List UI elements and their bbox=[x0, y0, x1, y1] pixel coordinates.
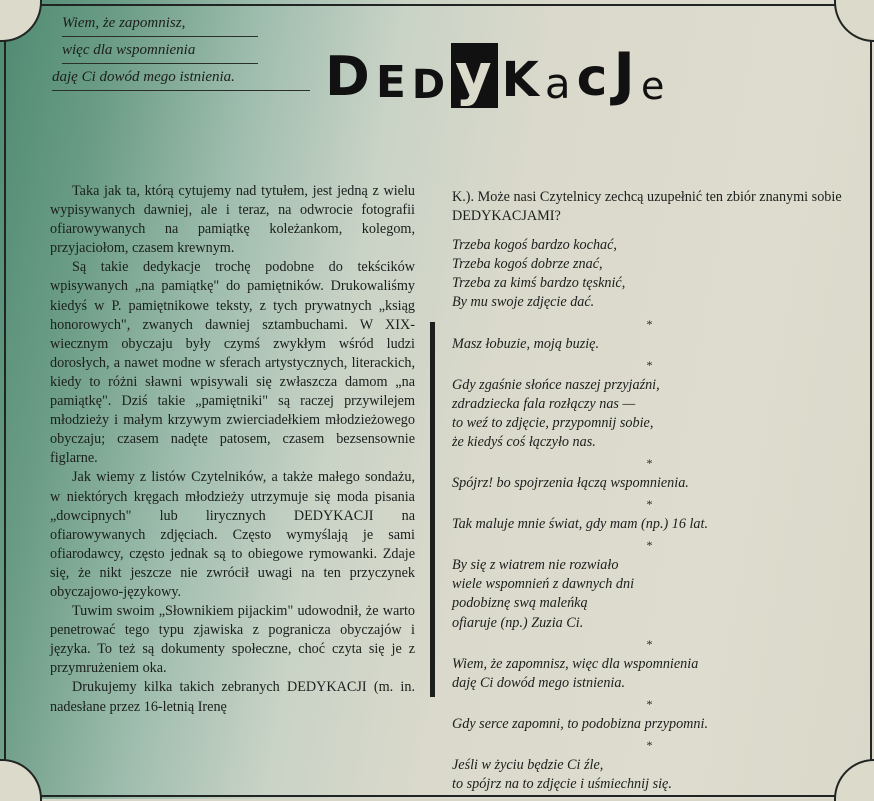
right-column bbox=[452, 188, 847, 794]
dedication-6 bbox=[452, 556, 847, 632]
poem-line: Masz łobuzie, moją buzię. bbox=[452, 335, 599, 352]
motto-line-3: daję Ci dowód mego istnienia. bbox=[52, 64, 310, 91]
motto-line-2: więc dla wspomnienia bbox=[62, 37, 258, 64]
poem-line: By się z wiatrem nie rozwiało bbox=[452, 557, 619, 574]
title-letter: E bbox=[375, 57, 408, 108]
poem-line: ofiaruje (np.) Zuzia Ci. bbox=[452, 614, 584, 631]
paragraph: Są takie dedykacje trochę podobne do tekścików wpisywanych „na pamiątkę" do pamiętników. Drukowaliśmy kiedyś w P. pamiętnikowe teksty, z tych prywatnych „ksiąg honorowych", zwanych dawniej sztambuchami. W XIX-wiecznym obyczaju były czymś zwykłym wśród ludzi dorosłych, a nawet modne w sferach artystycznych, literackich, kiedy to różni sławni wpisywali się zwłaszcza damom „na pamiątkę". Dziś takie „pamiętniki" są raczej przywilejem młodzieży i małym krzywym zwierciadełkiem młodzieżowego obyczaju; czasem nadęte patosem, czasem bezsensownie figlarne. bbox=[50, 259, 415, 467]
frame-corner-bottom-left bbox=[0, 759, 42, 801]
poem-line: to weź to zdjęcie, przypomnij sobie, bbox=[452, 414, 654, 431]
column-divider bbox=[430, 322, 435, 697]
dedication-3 bbox=[452, 376, 847, 452]
poem-line: daję Ci dowód mego istnienia. bbox=[452, 674, 626, 691]
poem-line: to spójrz na to zdjęcie i uśmiechnij się. bbox=[452, 775, 672, 792]
poem-line: Trzeba za kimś bardzo tęsknić, bbox=[452, 275, 626, 292]
separator-star: * bbox=[646, 636, 653, 651]
title-letter: y bbox=[451, 43, 498, 108]
poem-line: zdradziecka fala rozłączy nas — bbox=[452, 395, 636, 412]
dedication-7 bbox=[452, 655, 847, 693]
paragraph: Taka jak ta, którą cytujemy nad tytułem, jest jedną z wielu wypisywanych dawniej, ale i teraz, na odwrocie fotografii ofiarowywanych na pamiątkę koleżankom, kolegom, przyjaciołom, czasem krewnym. bbox=[50, 183, 415, 257]
paragraph: Drukujemy kilka takich zebranych DEDYKACJI (m. in. nadesłane przez 16-letnią Irenę bbox=[50, 679, 415, 715]
dedication-1 bbox=[452, 236, 847, 312]
separator-star: * bbox=[646, 696, 653, 711]
frame-corner-top-left bbox=[0, 0, 42, 42]
title-letter: J bbox=[613, 40, 637, 108]
poem-line: By mu swoje zdjęcie dać. bbox=[452, 294, 595, 311]
paragraph: Tuwim swoim „Słownikiem pijackim" udowodnił, że warto penetrować tego typu zjawiska z pogranicza obyczajów i języka. To też są dokumenty społeczne, choć czyta się je z przymrużeniem oka. bbox=[50, 603, 415, 677]
frame-corner-top-right bbox=[834, 0, 874, 42]
dedication-8 bbox=[452, 715, 847, 734]
title-letter: e bbox=[640, 64, 667, 108]
title-letter: D bbox=[325, 45, 372, 108]
lead-paragraph: K.). Może nasi Czytelnicy zechcą uzupełnić ten zbiór znanymi sobie DEDYKACJAMI? bbox=[452, 189, 842, 225]
poem-line: Trzeba kogoś dobrze znać, bbox=[452, 256, 603, 273]
dedication-5 bbox=[452, 515, 847, 534]
title-letter: a bbox=[544, 59, 573, 108]
poem-line: Tak maluje mnie świat, gdy mam (np.) 16 lat. bbox=[452, 516, 709, 533]
title-letter: c bbox=[576, 48, 610, 108]
dedication-9 bbox=[452, 756, 847, 794]
dedication-4 bbox=[452, 474, 847, 493]
motto-quote bbox=[52, 10, 312, 91]
left-column bbox=[50, 182, 415, 717]
poem-line: Trzeba kogoś bardzo kochać, bbox=[452, 237, 617, 254]
title-letter: K bbox=[501, 52, 541, 108]
dedication-2 bbox=[452, 335, 847, 354]
poem-line: Spójrz! bo spojrzenia łączą wspomnienia. bbox=[452, 475, 689, 492]
separator-star: * bbox=[646, 316, 653, 331]
paragraph: Jak wiemy z listów Czytelników, a także małego sondażu, w niektórych kręgach młodzieży utrzymuje się moda pisania „dowcipnych" lub lirycznych DEDYKACJI na ofiarowywanych zdjęciach. Często wymyślają je sami ofiarodawcy, często jednak są to obiegowe rymowanki. Zdaje się, że nikt jeszcze nie zwrócił uwagi na ten przyczynek obyczajowo-językowy. bbox=[50, 469, 415, 600]
poem-line: Gdy serce zapomni, to podobizna przypomni. bbox=[452, 715, 709, 732]
poem-line: że kiedyś coś łączyło nas. bbox=[452, 433, 596, 450]
motto-line-1: Wiem, że zapomnisz, bbox=[62, 10, 258, 37]
separator-star: * bbox=[646, 357, 653, 372]
poem-line: Gdy zgaśnie słońce naszej przyjaźni, bbox=[452, 376, 660, 393]
separator-star: * bbox=[646, 497, 653, 512]
title-letter: D bbox=[411, 62, 448, 108]
separator-star: * bbox=[646, 538, 653, 553]
article-title bbox=[325, 38, 666, 108]
separator-star: * bbox=[646, 456, 653, 471]
poem-line: Wiem, że zapomnisz, więc dla wspomnienia bbox=[452, 655, 699, 672]
poem-line: podobiznę swą maleńką bbox=[452, 595, 588, 612]
poem-line: Jeśli w życiu będzie Ci źle, bbox=[452, 756, 604, 773]
poem-line: wiele wspomnień z dawnych dni bbox=[452, 576, 635, 593]
separator-star: * bbox=[646, 737, 653, 752]
